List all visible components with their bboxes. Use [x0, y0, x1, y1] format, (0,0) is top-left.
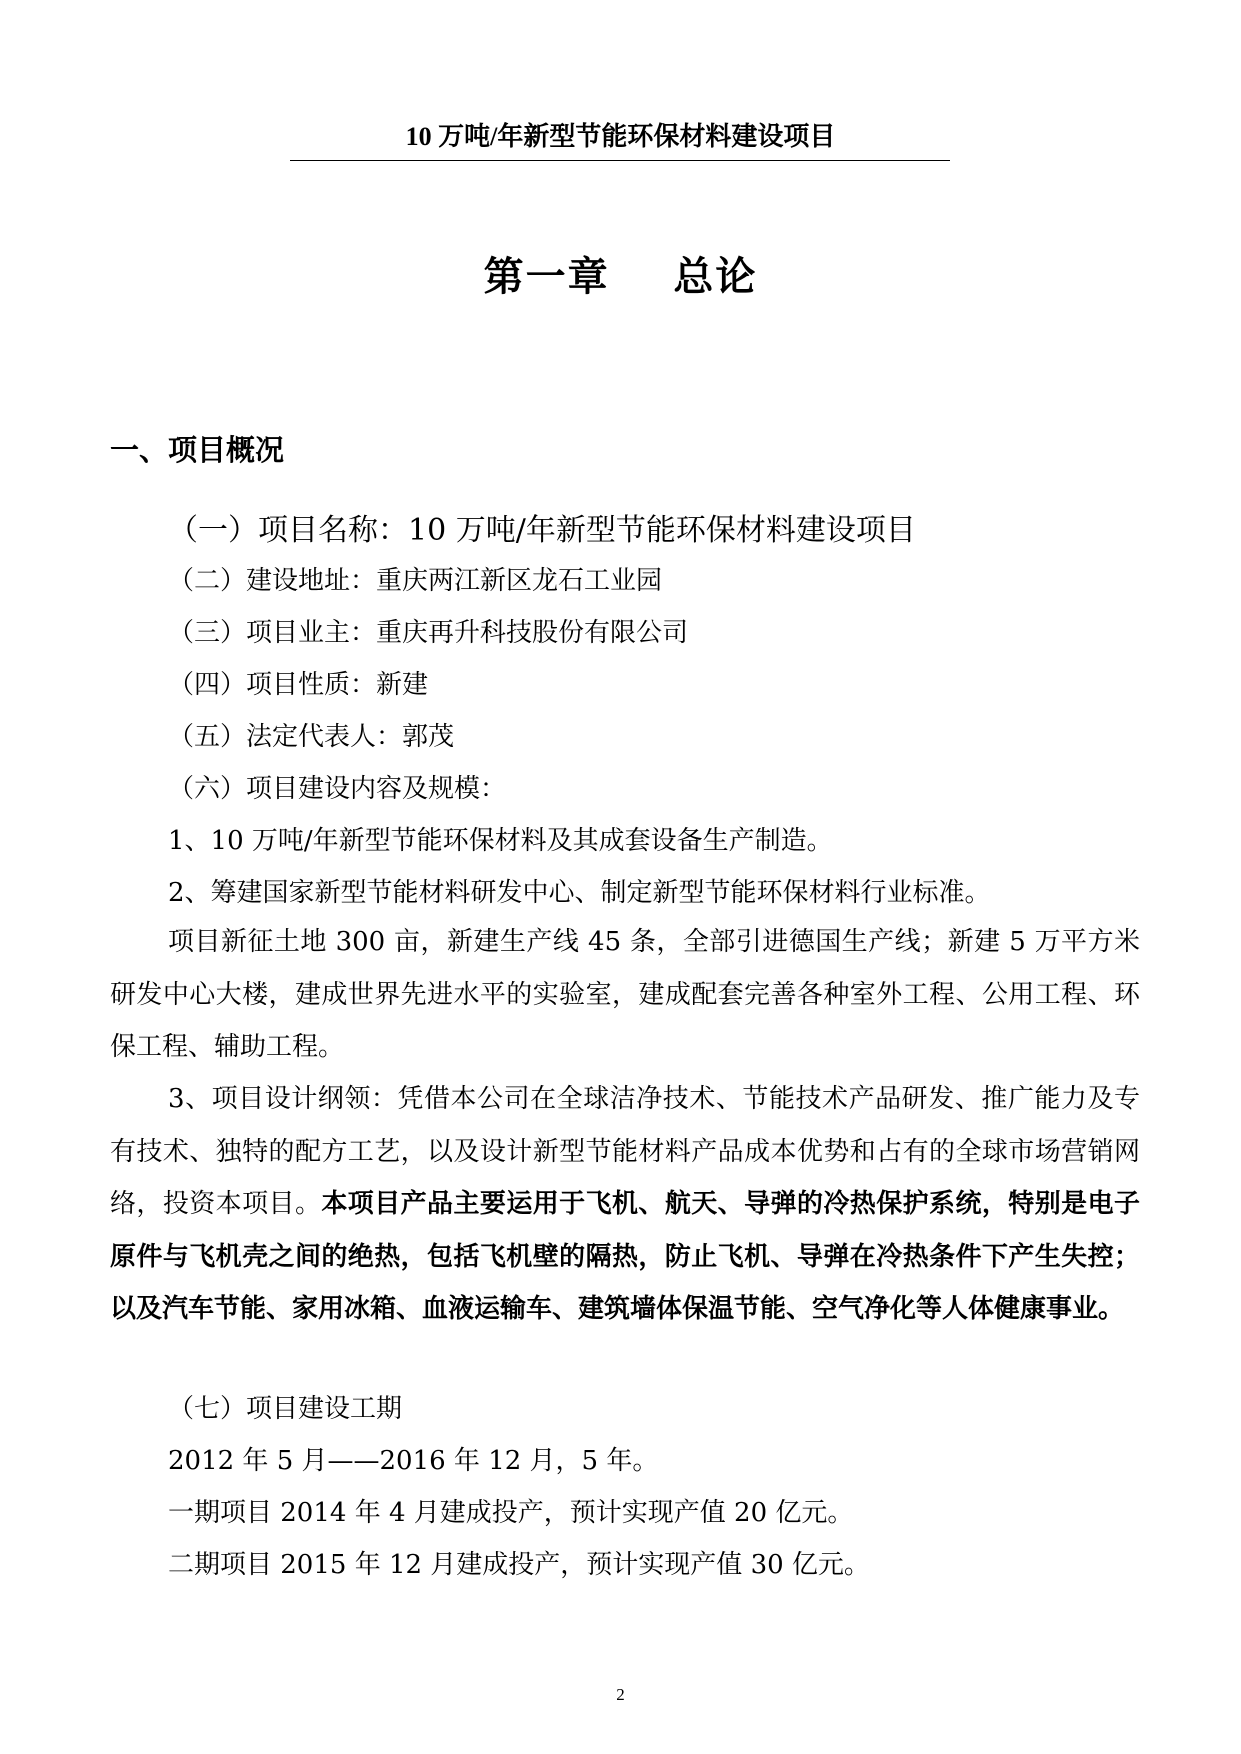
header-divider [290, 160, 950, 161]
item-owner: （三）项目业主：重庆再升科技股份有限公司 [168, 618, 689, 648]
period-total: 2012 年 5 月——2016 年 12 月，5 年。 [168, 1446, 659, 1476]
scope-paragraph: 项目新征土地 300 亩，新建生产线 45 条，全部引进德国生产线；新建 5 万平方米研发中心大楼，建成世界先进水平的实验室，建成配套完善各种室外工程、公用工程、环保工程、辅助工程。 [110, 927, 1140, 1062]
item-nature: （四）项目性质：新建 [168, 670, 429, 700]
item-period-heading: （七）项目建设工期 [168, 1394, 403, 1424]
design-outline-emphasis: 本项目产品主要运用于飞机、航天、导弹的冷热保护系统，特别是电子原件与飞机壳之间的绝热，包括飞机壁的隔热，防止飞机、导弹在冷热条件下产生失控；以及汽车节能、家用冰箱、血液运输车、建筑墙体保温节能、空气净化等人体健康事业。 [110, 1189, 1140, 1324]
scope-item-1: 1、10 万吨/年新型节能环保材料及其成套设备生产制造。 [168, 826, 833, 856]
design-outline-paragraph [110, 1073, 1140, 1336]
running-header-title: 10 万吨/年新型节能环保材料建设项目 [405, 122, 836, 151]
page-number: 2 [616, 1685, 625, 1704]
item-legal-representative: （五）法定代表人：郭茂 [168, 722, 455, 752]
phase-1: 一期项目 2014 年 4 月建成投产，预计实现产值 20 亿元。 [168, 1498, 854, 1528]
design-outline-text: 3、项目设计纲领：凭借本公司在全球洁净技术、节能技术产品研发、推广能力及专有技术、独特的配方工艺，以及设计新型节能材料产品成本优势和占有的全球市场营销网络，投资本项目。 [110, 1084, 1140, 1219]
item-scope-heading: （六）项目建设内容及规模： [168, 774, 507, 804]
chapter-title: 第一章 总论 [483, 254, 758, 300]
item-site: （二）建设地址：重庆两江新区龙石工业园 [168, 566, 663, 596]
item-project-name: （一）项目名称：10 万吨/年新型节能环保材料建设项目 [168, 513, 916, 548]
section-heading: 一、项目概况 [110, 433, 285, 467]
scope-item-2: 2、筹建国家新型节能材料研发中心、制定新型节能环保材料行业标准。 [168, 878, 991, 908]
phase-2: 二期项目 2015 年 12 月建成投产，预计实现产值 30 亿元。 [168, 1550, 870, 1580]
